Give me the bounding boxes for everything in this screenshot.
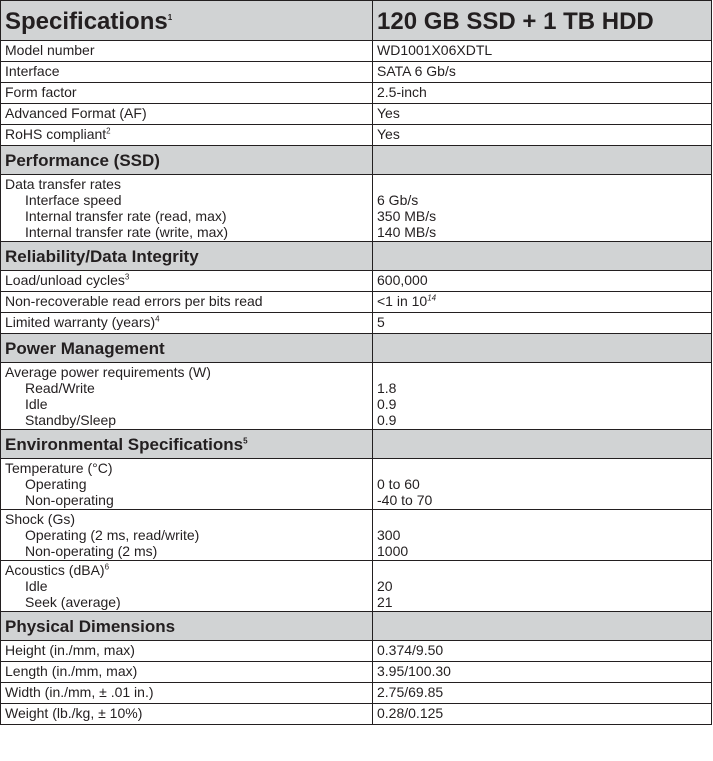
spec-value: Yes xyxy=(373,104,712,125)
sub-label: Idle xyxy=(25,578,48,594)
section-header-power xyxy=(1,334,712,363)
table-row xyxy=(1,510,712,561)
table-row xyxy=(1,561,712,612)
spec-label: Height (in./mm, max) xyxy=(1,641,373,662)
spec-label: Non-recoverable read errors per bits read xyxy=(1,292,373,313)
spec-value: 0.374/9.50 xyxy=(373,641,712,662)
section-header-physical xyxy=(1,612,712,641)
sub-value: 21 xyxy=(377,594,393,610)
table-row xyxy=(1,125,712,146)
title-text: Specifications xyxy=(5,8,168,35)
sub-label: Operating xyxy=(25,476,87,492)
spec-label: Form factor xyxy=(1,83,373,104)
footnote-marker: 3 xyxy=(124,272,130,282)
sub-value: -40 to 70 xyxy=(377,492,433,508)
sub-label: Non-operating (2 ms) xyxy=(25,543,158,559)
sub-value: 0.9 xyxy=(377,412,397,428)
spec-value xyxy=(373,292,712,313)
spec-label-group xyxy=(1,363,373,430)
sub-value: 1000 xyxy=(377,543,409,559)
spec-value-group xyxy=(373,363,712,430)
group-label: Temperature (°C) xyxy=(5,460,113,476)
section-blank xyxy=(373,612,712,641)
label-text: Limited warranty (years) xyxy=(5,314,156,330)
sub-label: Internal transfer rate (write, max) xyxy=(25,224,229,240)
footnote-marker: 6 xyxy=(104,562,110,572)
spec-value: 2.5-inch xyxy=(373,83,712,104)
spec-value-group xyxy=(373,459,712,510)
footnote-marker: 4 xyxy=(155,314,160,324)
spec-value-group xyxy=(373,561,712,612)
spec-value: Yes xyxy=(373,125,712,146)
spec-label-group xyxy=(1,175,373,242)
table-row xyxy=(1,292,712,313)
table-row xyxy=(1,175,712,242)
section-title: Reliability/Data Integrity xyxy=(1,242,373,271)
spec-label: Model number xyxy=(1,41,373,62)
spec-value: 5 xyxy=(373,313,712,334)
title-text: Environmental Specifications xyxy=(5,435,244,454)
spec-label-group xyxy=(1,561,373,612)
value-text: <1 in 10 xyxy=(377,293,428,309)
label-text: Load/unload cycles xyxy=(5,272,125,288)
spec-label xyxy=(1,313,373,334)
sub-label: Idle xyxy=(25,396,48,412)
footnote-marker: 5 xyxy=(243,436,248,446)
section-blank xyxy=(373,430,712,459)
label-text: RoHS compliant xyxy=(5,126,107,142)
section-header-performance xyxy=(1,146,712,175)
table-row xyxy=(1,313,712,334)
table-row xyxy=(1,62,712,83)
spec-value: 3.95/100.30 xyxy=(373,662,712,683)
spec-label: Length (in./mm, max) xyxy=(1,662,373,683)
sub-value: 1.8 xyxy=(377,380,397,396)
spec-label-group xyxy=(1,459,373,510)
section-blank xyxy=(373,146,712,175)
group-label: Data transfer rates xyxy=(5,176,121,192)
table-row xyxy=(1,363,712,430)
table-row xyxy=(1,83,712,104)
sub-value: 350 MB/s xyxy=(377,208,437,224)
section-header-environmental xyxy=(1,430,712,459)
sub-label: Standby/Sleep xyxy=(25,412,117,428)
table-row xyxy=(1,683,712,704)
sub-label: Seek (average) xyxy=(25,594,121,610)
table-row xyxy=(1,704,712,725)
section-title: Performance (SSD) xyxy=(1,146,373,175)
section-blank xyxy=(373,334,712,363)
table-row xyxy=(1,41,712,62)
section-blank xyxy=(373,242,712,271)
table-row xyxy=(1,662,712,683)
exponent: 14 xyxy=(427,293,437,303)
sub-value: 6 Gb/s xyxy=(377,192,419,208)
spec-label: Advanced Format (AF) xyxy=(1,104,373,125)
spec-value: 2.75/69.85 xyxy=(373,683,712,704)
sub-value: 20 xyxy=(377,578,393,594)
footnote-marker: 1 xyxy=(167,13,173,22)
sub-label: Operating (2 ms, read/write) xyxy=(25,527,200,543)
sub-value: 0.9 xyxy=(377,396,397,412)
spec-label xyxy=(1,271,373,292)
group-label-line xyxy=(5,562,372,578)
spec-label: Interface xyxy=(1,62,373,83)
table-header-row xyxy=(1,1,712,41)
table-row xyxy=(1,459,712,510)
spec-value: 600,000 xyxy=(373,271,712,292)
table-row xyxy=(1,641,712,662)
sub-value: 140 MB/s xyxy=(377,224,437,240)
spec-value-group xyxy=(373,510,712,561)
spec-value-group xyxy=(373,175,712,242)
sub-value: 300 xyxy=(377,527,401,543)
spec-label-group xyxy=(1,510,373,561)
spec-value: 0.28/0.125 xyxy=(373,704,712,725)
spec-value: WD1001X06XDTL xyxy=(373,41,712,62)
section-title xyxy=(1,430,373,459)
sub-label: Read/Write xyxy=(25,380,95,396)
group-label: Shock (Gs) xyxy=(5,511,76,527)
spec-label: Width (in./mm, ± .01 in.) xyxy=(1,683,373,704)
table-row xyxy=(1,104,712,125)
table-row xyxy=(1,271,712,292)
sub-value: 0 to 60 xyxy=(377,476,420,492)
spec-label: Weight (lb./kg, ± 10%) xyxy=(1,704,373,725)
product-title: 120 GB SSD + 1 TB HDD xyxy=(373,1,712,41)
spec-label xyxy=(1,125,373,146)
spec-value: SATA 6 Gb/s xyxy=(373,62,712,83)
group-label: Average power requirements (W) xyxy=(5,364,211,380)
specifications-title xyxy=(1,1,373,41)
sub-label: Interface speed xyxy=(25,192,122,208)
section-header-reliability xyxy=(1,242,712,271)
sub-label: Internal transfer rate (read, max) xyxy=(25,208,227,224)
section-title: Physical Dimensions xyxy=(1,612,373,641)
footnote-marker: 2 xyxy=(106,126,111,136)
sub-label: Non-operating xyxy=(25,492,114,508)
group-label: Acoustics (dBA) xyxy=(5,562,105,578)
section-title: Power Management xyxy=(1,334,373,363)
